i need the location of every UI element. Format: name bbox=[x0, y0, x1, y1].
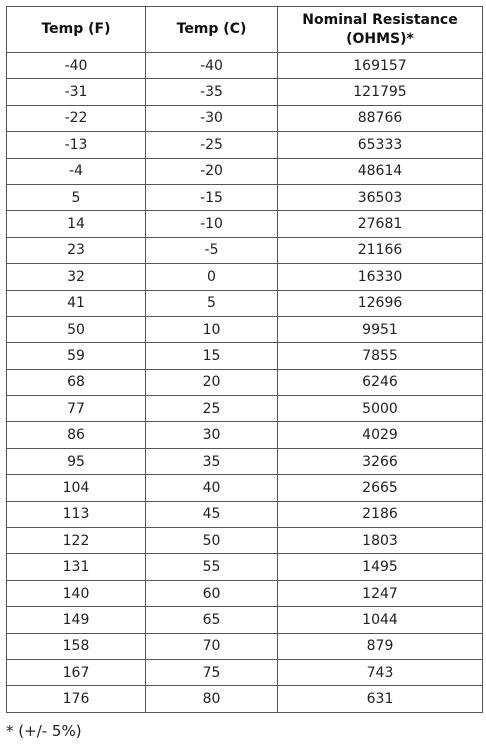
header-nominal-resistance: Nominal Resistance (OHMS)* bbox=[278, 7, 483, 53]
cell-resistance: 2186 bbox=[278, 501, 483, 527]
cell-resistance: 36503 bbox=[278, 184, 483, 210]
table-row bbox=[7, 396, 483, 422]
table-row bbox=[7, 369, 483, 395]
cell-temp-c: 50 bbox=[146, 528, 278, 554]
cell-resistance: 5000 bbox=[278, 396, 483, 422]
cell-temp-f: -4 bbox=[7, 158, 146, 184]
table-row bbox=[7, 554, 483, 580]
table-row bbox=[7, 686, 483, 712]
table-row bbox=[7, 53, 483, 79]
cell-temp-f: 149 bbox=[7, 607, 146, 633]
cell-temp-c: 5 bbox=[146, 290, 278, 316]
cell-temp-f: 59 bbox=[7, 343, 146, 369]
table-row bbox=[7, 501, 483, 527]
cell-temp-f: 113 bbox=[7, 501, 146, 527]
table-row bbox=[7, 607, 483, 633]
table-row bbox=[7, 422, 483, 448]
cell-temp-c: 70 bbox=[146, 633, 278, 659]
cell-temp-f: 86 bbox=[7, 422, 146, 448]
cell-temp-f: 50 bbox=[7, 316, 146, 342]
cell-resistance: 1247 bbox=[278, 580, 483, 606]
cell-resistance: 879 bbox=[278, 633, 483, 659]
cell-temp-f: 77 bbox=[7, 396, 146, 422]
header-temp-c: Temp (C) bbox=[146, 7, 278, 53]
table-body bbox=[7, 53, 483, 713]
table-row bbox=[7, 316, 483, 342]
cell-resistance: 1495 bbox=[278, 554, 483, 580]
cell-temp-c: -30 bbox=[146, 105, 278, 131]
cell-temp-f: -40 bbox=[7, 53, 146, 79]
cell-resistance: 3266 bbox=[278, 448, 483, 474]
cell-resistance: 65333 bbox=[278, 132, 483, 158]
table-row bbox=[7, 528, 483, 554]
cell-temp-c: -20 bbox=[146, 158, 278, 184]
table-row bbox=[7, 659, 483, 685]
cell-temp-c: -5 bbox=[146, 237, 278, 263]
table-row bbox=[7, 264, 483, 290]
cell-temp-c: 0 bbox=[146, 264, 278, 290]
table-row bbox=[7, 184, 483, 210]
cell-resistance: 631 bbox=[278, 686, 483, 712]
cell-temp-f: 167 bbox=[7, 659, 146, 685]
cell-temp-c: 75 bbox=[146, 659, 278, 685]
cell-temp-c: 60 bbox=[146, 580, 278, 606]
cell-temp-c: 30 bbox=[146, 422, 278, 448]
cell-temp-c: 10 bbox=[146, 316, 278, 342]
table-row bbox=[7, 475, 483, 501]
cell-resistance: 12696 bbox=[278, 290, 483, 316]
cell-temp-f: 32 bbox=[7, 264, 146, 290]
cell-temp-f: -31 bbox=[7, 79, 146, 105]
cell-temp-f: 41 bbox=[7, 290, 146, 316]
cell-temp-f: 140 bbox=[7, 580, 146, 606]
cell-resistance: 21166 bbox=[278, 237, 483, 263]
cell-temp-c: 25 bbox=[146, 396, 278, 422]
table-row bbox=[7, 237, 483, 263]
resistance-table-container bbox=[6, 6, 482, 713]
cell-temp-f: 158 bbox=[7, 633, 146, 659]
cell-temp-c: -10 bbox=[146, 211, 278, 237]
cell-temp-c: 15 bbox=[146, 343, 278, 369]
cell-resistance: 9951 bbox=[278, 316, 483, 342]
cell-resistance: 6246 bbox=[278, 369, 483, 395]
cell-temp-c: 45 bbox=[146, 501, 278, 527]
table-row bbox=[7, 79, 483, 105]
cell-temp-c: 65 bbox=[146, 607, 278, 633]
cell-temp-f: 14 bbox=[7, 211, 146, 237]
cell-temp-f: 104 bbox=[7, 475, 146, 501]
table-row bbox=[7, 633, 483, 659]
cell-temp-f: 68 bbox=[7, 369, 146, 395]
cell-resistance: 7855 bbox=[278, 343, 483, 369]
cell-temp-c: -40 bbox=[146, 53, 278, 79]
cell-temp-f: 122 bbox=[7, 528, 146, 554]
cell-temp-c: -25 bbox=[146, 132, 278, 158]
table-row bbox=[7, 158, 483, 184]
cell-temp-c: 20 bbox=[146, 369, 278, 395]
cell-resistance: 88766 bbox=[278, 105, 483, 131]
cell-resistance: 27681 bbox=[278, 211, 483, 237]
cell-resistance: 169157 bbox=[278, 53, 483, 79]
table-row bbox=[7, 105, 483, 131]
cell-resistance: 48614 bbox=[278, 158, 483, 184]
table-row bbox=[7, 580, 483, 606]
cell-temp-c: 35 bbox=[146, 448, 278, 474]
cell-temp-c: -35 bbox=[146, 79, 278, 105]
cell-resistance: 4029 bbox=[278, 422, 483, 448]
header-temp-f: Temp (F) bbox=[7, 7, 146, 53]
footnote: * (+/- 5%) bbox=[6, 722, 82, 740]
table-row bbox=[7, 211, 483, 237]
table-header-row bbox=[7, 7, 483, 53]
cell-temp-f: -13 bbox=[7, 132, 146, 158]
table-row bbox=[7, 290, 483, 316]
cell-temp-f: 176 bbox=[7, 686, 146, 712]
cell-temp-f: 131 bbox=[7, 554, 146, 580]
cell-temp-c: 55 bbox=[146, 554, 278, 580]
cell-temp-f: 23 bbox=[7, 237, 146, 263]
table-row bbox=[7, 343, 483, 369]
cell-temp-f: -22 bbox=[7, 105, 146, 131]
cell-temp-c: 80 bbox=[146, 686, 278, 712]
cell-resistance: 1803 bbox=[278, 528, 483, 554]
table-row bbox=[7, 132, 483, 158]
cell-temp-c: -15 bbox=[146, 184, 278, 210]
cell-temp-f: 5 bbox=[7, 184, 146, 210]
cell-resistance: 121795 bbox=[278, 79, 483, 105]
cell-resistance: 743 bbox=[278, 659, 483, 685]
resistance-table bbox=[6, 6, 483, 713]
table-row bbox=[7, 448, 483, 474]
cell-resistance: 16330 bbox=[278, 264, 483, 290]
cell-temp-f: 95 bbox=[7, 448, 146, 474]
cell-temp-c: 40 bbox=[146, 475, 278, 501]
cell-resistance: 2665 bbox=[278, 475, 483, 501]
cell-resistance: 1044 bbox=[278, 607, 483, 633]
